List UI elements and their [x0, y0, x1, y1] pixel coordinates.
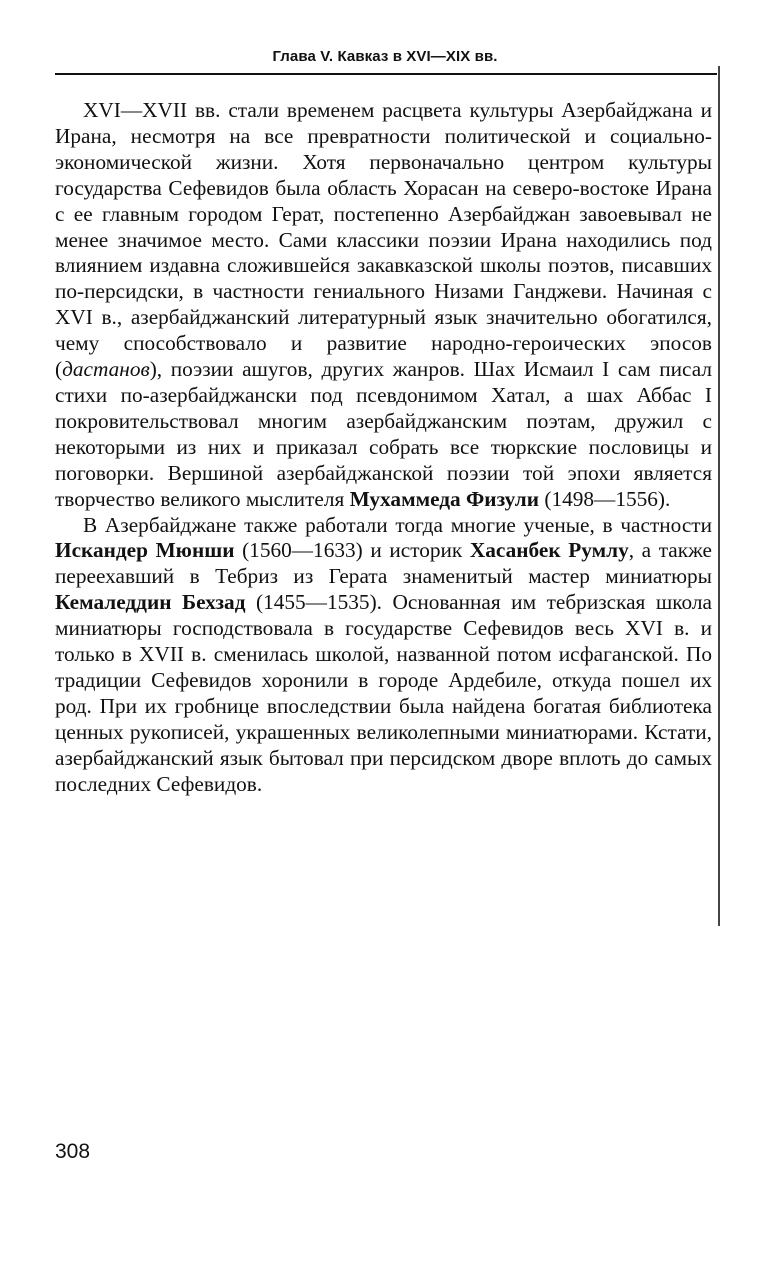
text-segment: В Азербайджане также работали тогда многие ученые, в частности — [83, 512, 712, 537]
paragraph — [55, 513, 712, 798]
body-text — [55, 98, 712, 797]
page-number: 308 — [55, 1140, 91, 1163]
text-segment: (1455—1535). Основанная им тебризская школа миниатюры господствовала в государстве Сефевидов весь XVI в. и только в XVII в. сменилась школой, названной потом исфаганской. По традиции Сефевидов хоронили в городе Ардебиле, откуда пошел их род. При их гробнице впоследствии была найдена богатая библиотека ценных рукописей, украшенных великолепными миниатюрами. Кстати, азербайджанский язык бытовал при персидском дворе вплоть до самых последних Сефевидов. — [55, 590, 712, 796]
text-segment: XVI—XVII вв. стали временем расцвета культуры Азербайджана и Ирана, несмотря на все превратности политической и социально-экономической жизни. Хотя первоначально центром культуры государства Сефевидов была область Хорасан на северо-востоке Ирана с ее главным городом Герат, постепенно Азербайджан завоевывал не менее значимое место. Сами классики поэзии Ирана находились под влиянием издавна сложившейся закавказской школы поэтов, писавших по-персидски, в частности гениального Низами Ганджеви. Начиная с XVI в., азербайджанский литературный язык значительно обогатился, чему способствовало и развитие народно-героических эпосов ( — [55, 98, 712, 382]
bold-name: Кемаледдин Бехзад — [55, 590, 246, 615]
page-edge-line — [718, 66, 720, 926]
running-head: Глава V. Кавказ в XVI—XIX вв. — [272, 48, 498, 65]
paragraph — [55, 98, 712, 513]
text-segment: (1498—1556). — [539, 486, 671, 511]
bold-name: Мухаммеда Физули — [349, 486, 540, 511]
text-segment: , а также переехавший в Тебриз из Герата знаменитый мастер миниатюры — [55, 538, 712, 589]
text-segment: (1560—1633) и историк — [234, 538, 470, 563]
italic-term: дастанов — [62, 357, 150, 382]
header-rule — [55, 73, 717, 75]
text-segment: ), поэзии ашугов, других жанров. Шах Исмаил I сам писал стихи по-азербайджански под псевдонимом Хатал, а шах Аббас I покровительствовал многим азербайджанским поэтам, дружил с некоторыми из них и приказал собрать все тюркские пословицы и поговорки. Вершиной азербайджанской поэзии той эпохи является творчество великого мыслителя — [55, 357, 712, 511]
bold-name: Искандер Мюнши — [55, 538, 235, 563]
bold-name: Хасанбек Румлу — [469, 538, 629, 563]
